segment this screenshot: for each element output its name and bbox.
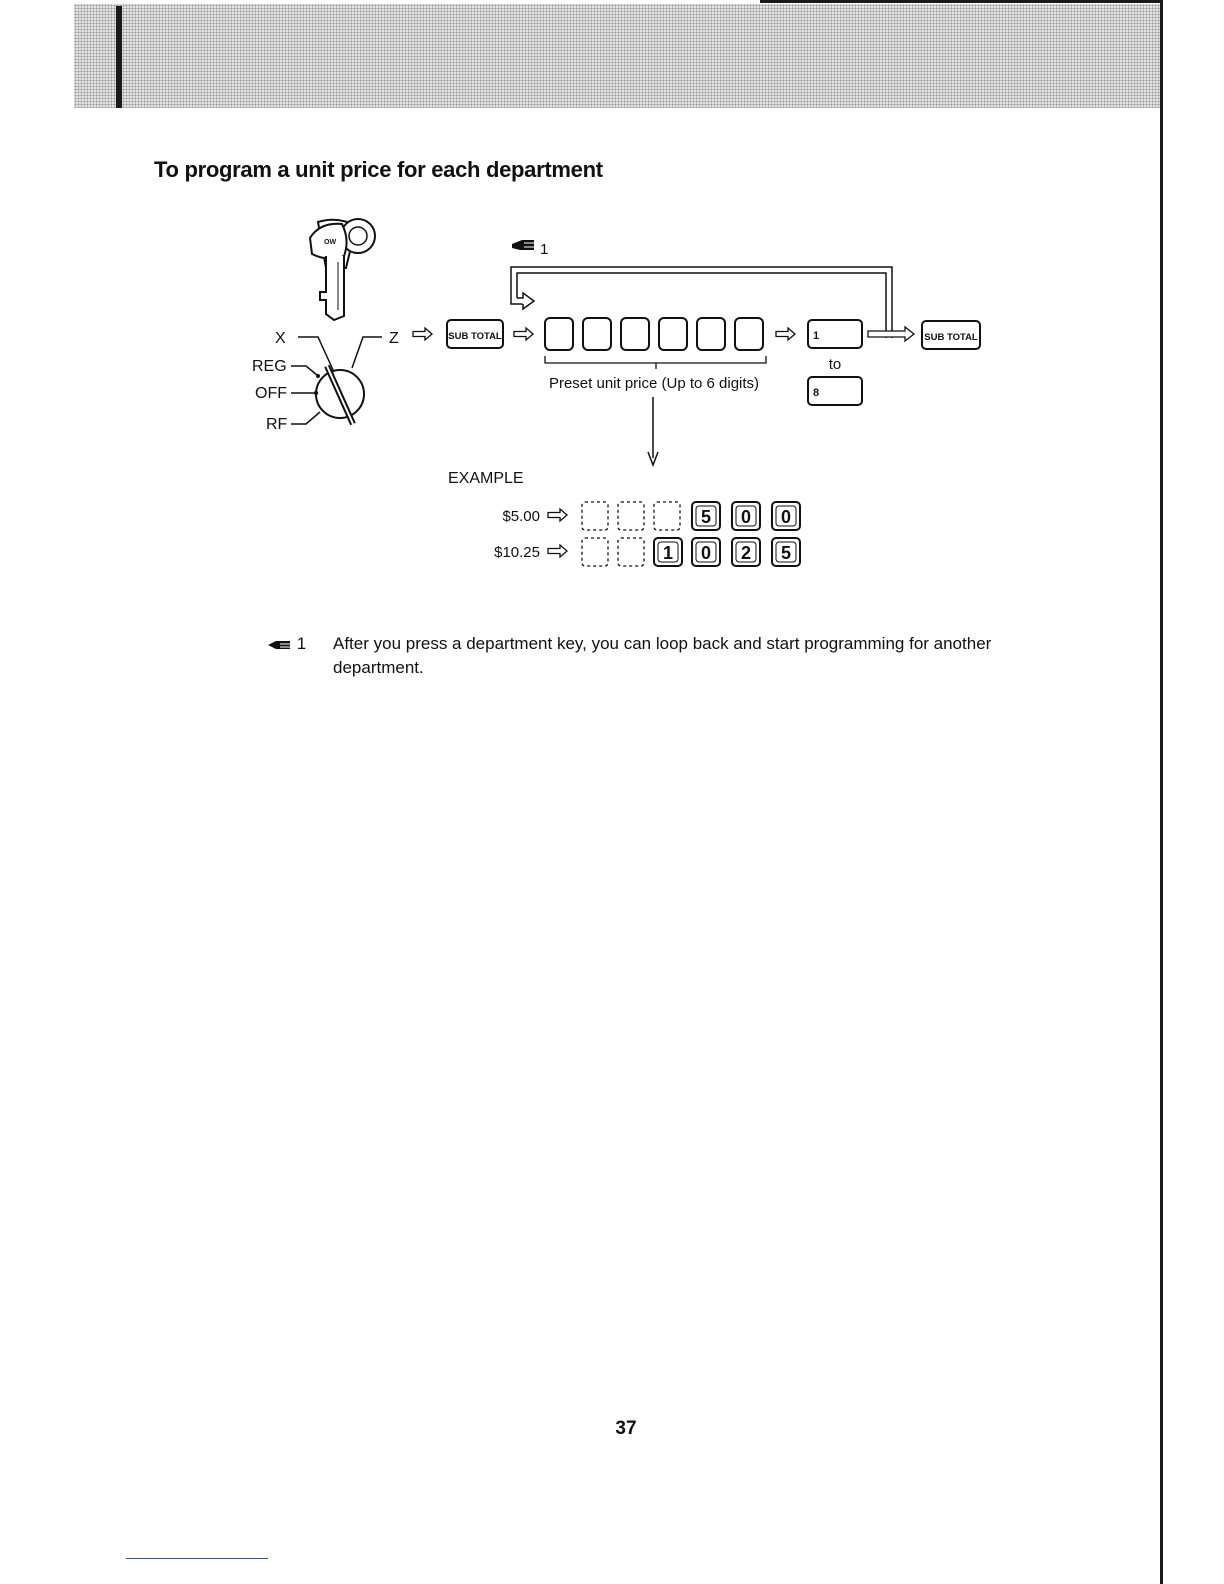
department-key-8 (808, 377, 862, 405)
example-row-1 (502, 502, 800, 530)
preset-caption: Preset unit price (Up to 6 digits) (548, 375, 760, 392)
mode-label-off: OFF (255, 385, 287, 402)
mode-label-x: X (275, 330, 286, 347)
example-digit-key: 5 (700, 507, 712, 527)
subtotal-key-start (447, 320, 503, 348)
key-icon (310, 219, 375, 320)
example-digit-key: 0 (740, 507, 752, 527)
subtotal-key-end (922, 321, 980, 349)
footnote-text: After you press a department key, you can loop back and start programming for another department. (333, 634, 992, 677)
footnote-marker (268, 632, 328, 656)
example-digit-key: 0 (780, 507, 792, 527)
mode-label-rf: RF (266, 416, 288, 433)
page-title: To program a unit price for each department (154, 157, 603, 182)
page-number: 37 (615, 1418, 637, 1439)
price-digit-box (659, 318, 687, 350)
price-digit-box (583, 318, 611, 350)
footnote-number: 1 (296, 634, 307, 653)
price-digit-box (621, 318, 649, 350)
price-digit-boxes (545, 318, 763, 350)
flow-arrow (776, 328, 795, 340)
example-empty-digit (618, 538, 644, 566)
example-digit-key: 2 (740, 543, 752, 563)
programming-diagram (0, 0, 1224, 600)
example-empty-digit (582, 538, 608, 566)
example-row-2 (494, 538, 800, 566)
example-empty-digit (582, 502, 608, 530)
price-digit-box (697, 318, 725, 350)
subtotal-key-label: SUB TOTAL (448, 331, 502, 342)
reference-number: 1 (540, 241, 549, 258)
reference-hand-icon (512, 240, 534, 250)
example-heading: EXAMPLE (448, 470, 524, 487)
example-empty-digit (618, 502, 644, 530)
mode-switch-dial (291, 337, 382, 424)
reference-hand-icon (268, 639, 292, 651)
mode-label-reg: REG (252, 358, 287, 375)
mode-label-z: Z (389, 330, 399, 347)
example-amount-1: $5.00 (502, 508, 540, 525)
department-key-1-label: 1 (813, 330, 820, 342)
subtotal-key-end-label: SUB TOTAL (924, 332, 978, 343)
example-digit-key: 5 (780, 543, 792, 563)
price-digit-box (545, 318, 573, 350)
example-digit-key: 0 (700, 543, 712, 563)
example-digit-key: 1 (662, 543, 674, 563)
department-key-1 (808, 320, 862, 348)
bottom-rule (126, 1558, 268, 1559)
flow-arrow-long (868, 327, 914, 341)
department-key-8-label: 8 (813, 387, 820, 399)
price-bracket (545, 356, 766, 363)
to-label: to (828, 356, 842, 373)
flow-arrow (514, 328, 533, 340)
flow-arrow (413, 328, 432, 340)
price-digit-box (735, 318, 763, 350)
example-empty-digit (654, 502, 680, 530)
example-pointer-arrow (648, 397, 658, 465)
key-tag-label: OW (324, 239, 337, 246)
example-amount-2: $10.25 (494, 544, 540, 561)
